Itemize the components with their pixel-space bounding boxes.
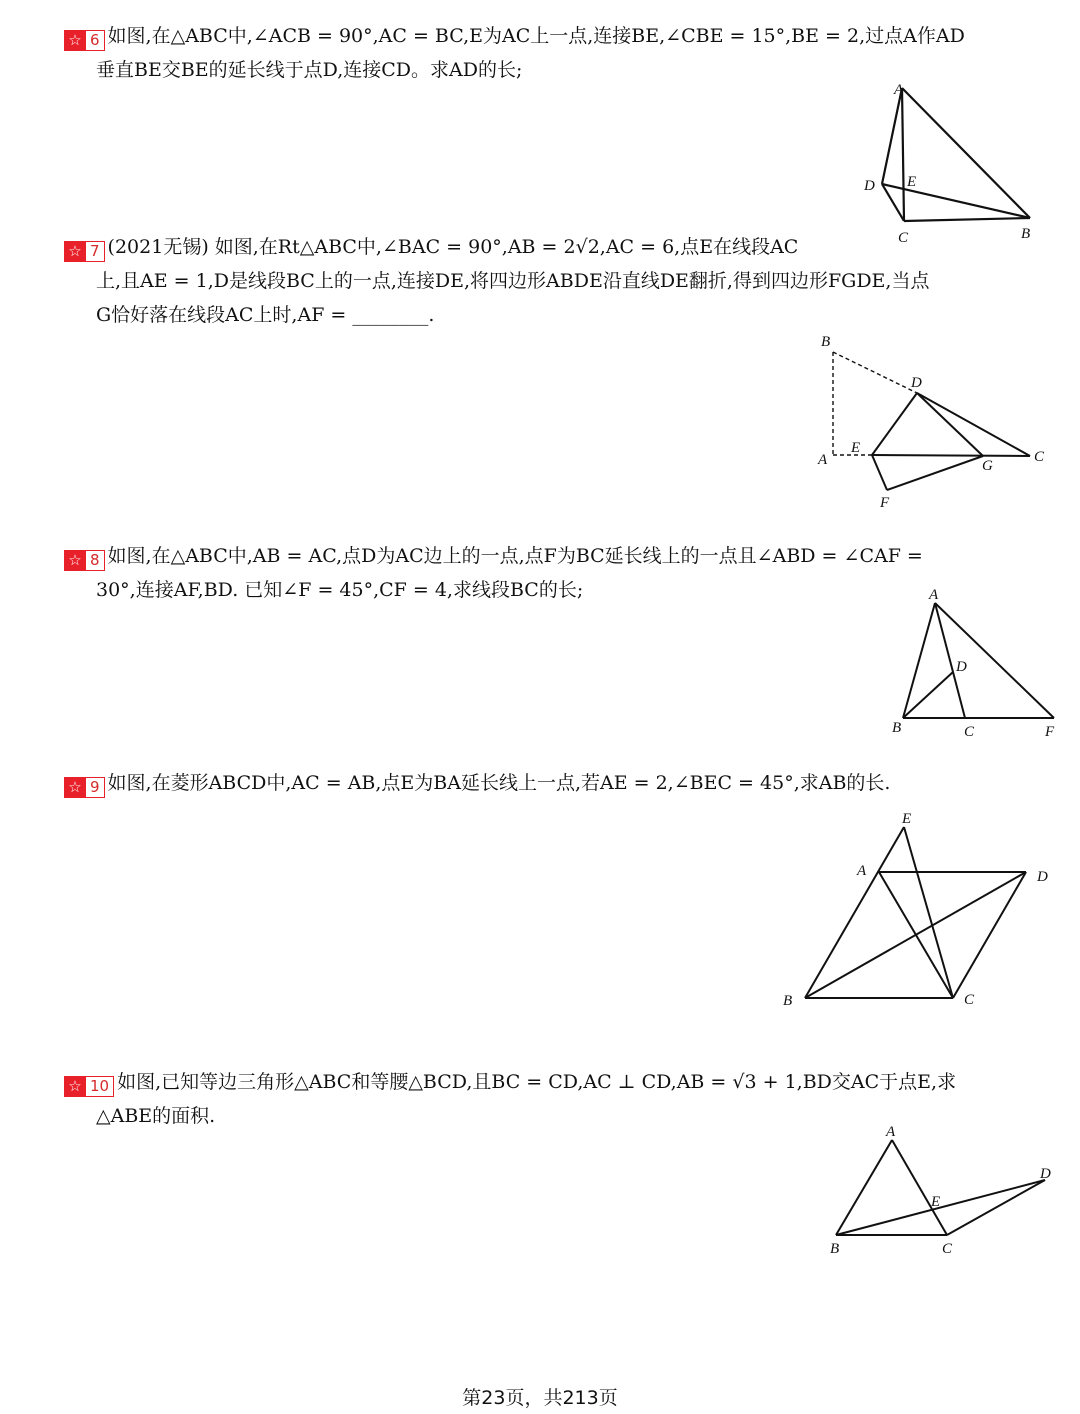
problem-number-badge: ☆ 6 <box>64 30 105 51</box>
problem-9-figure <box>775 805 1065 1015</box>
problem-8-line1: ☆ 8 如图,在△ABC中,AB = AC,点D为AC边上的一点,点F为BC延长线上的一点且∠ABD = ∠CAF = <box>64 539 1064 573</box>
problem-6-line2: 垂直BE交BE的延长线于点D,连接CD。求AD的长; <box>96 59 523 81</box>
segment-AF <box>935 603 1054 718</box>
point-label-D: D <box>1040 1166 1051 1182</box>
point-label-A: A <box>818 452 828 468</box>
point-label-D: D <box>911 375 922 391</box>
point-label-E: E <box>851 440 861 456</box>
segment-AD <box>882 88 902 184</box>
page-footer: 第23页，共213页 <box>462 1387 618 1409</box>
segment-CB <box>904 218 1030 221</box>
problem-6-line1: ☆ 6 如图,在△ABC中,∠ACB = 90°,AC = BC,E为AC上一点,连接BE,∠CBE = 15°,BE = 2,过点A作AD <box>64 19 1064 53</box>
point-label-D: D <box>1037 869 1048 885</box>
segment-EF <box>872 455 887 490</box>
problem-8-figure <box>885 585 1065 740</box>
segment-FG <box>887 456 983 490</box>
point-label-C: C <box>964 724 975 740</box>
problem-number-badge: ☆ 9 <box>64 777 105 798</box>
segment-BD <box>836 1180 1045 1235</box>
point-label-D: D <box>864 178 875 194</box>
problem-7-line3: G恰好落在线段AC上时,AF = ________. <box>96 304 435 326</box>
segment-AC <box>892 1140 947 1235</box>
problem-9-line1: ☆ 9 如图,在菱形ABCD中,AC = AB,点E为BA延长线上一点,若AE = 2,∠BEC = 45°,求AB的长. <box>64 766 1064 800</box>
segment-BD <box>805 872 1026 998</box>
star-icon: ☆ <box>64 241 86 262</box>
problem-10-figure <box>820 1120 1065 1260</box>
problem-number-badge: ☆ 7 <box>64 241 105 262</box>
segment-EC <box>872 455 1030 456</box>
point-label-A: A <box>894 82 904 98</box>
problem-10-line1: ☆ 10 如图,已知等边三角形△ABC和等腰△BCD,且BC = CD,AC ⊥ CD,AB = √3 + 1,BD交AC于点E,求 <box>64 1065 1064 1099</box>
point-label-B: B <box>783 993 793 1009</box>
point-label-B: B <box>830 1241 840 1257</box>
problem-10-line2: △ABE的面积. <box>96 1105 216 1127</box>
point-label-A: A <box>857 863 867 879</box>
point-label-C: C <box>1034 449 1045 465</box>
point-label-E: E <box>931 1194 941 1210</box>
segment-AC <box>902 88 904 221</box>
point-label-G: G <box>982 458 993 474</box>
problem-6-figure <box>860 80 1050 250</box>
point-label-B: B <box>821 334 831 350</box>
problem-7-figure <box>815 330 1055 515</box>
problem-9 <box>64 766 1064 800</box>
point-label-E: E <box>902 811 912 827</box>
point-label-C: C <box>942 1241 953 1257</box>
star-icon: ☆ <box>64 550 86 571</box>
segment-DC <box>882 184 904 221</box>
problem-7-line2: 上,且AE = 1,D是线段BC上的一点,连接DE,将四边形ABDE沿直线DE翻折,得到四边形FGDE,当点 <box>96 270 930 292</box>
problem-number-badge: ☆ 10 <box>64 1076 114 1097</box>
problem-number-badge: ☆ 8 <box>64 550 105 571</box>
segment-DE <box>872 393 917 455</box>
point-label-A: A <box>929 587 939 603</box>
point-label-C: C <box>898 230 909 246</box>
star-icon: ☆ <box>64 777 86 798</box>
segment-DC <box>953 872 1026 998</box>
segment-CD <box>947 1180 1045 1235</box>
star-icon: ☆ <box>64 30 86 51</box>
point-label-C: C <box>964 992 975 1008</box>
point-label-E: E <box>907 174 917 190</box>
segment-BD-dashed <box>833 352 917 393</box>
segment-BE <box>805 827 904 998</box>
segment-BD <box>903 672 953 718</box>
point-label-B: B <box>1021 226 1031 242</box>
point-label-A: A <box>886 1124 896 1140</box>
segment-AB <box>903 603 935 718</box>
problem-7-line1: ☆ 7 (2021无锡) 如图,在Rt△ABC中,∠BAC = 90°,AB = 2√2,AC = 6,点E在线段AC <box>64 230 1064 264</box>
problem-7 <box>64 230 1064 332</box>
problem-8-line2: 30°,连接AF,BD. 已知∠F = 45°,CF = 4,求线段BC的长; <box>96 579 584 601</box>
star-icon: ☆ <box>64 1076 86 1097</box>
segment-AB <box>902 88 1030 218</box>
point-label-F: F <box>1045 724 1055 740</box>
point-label-B: B <box>892 720 902 736</box>
point-label-D: D <box>956 659 967 675</box>
segment-EC <box>904 827 953 998</box>
problem-6 <box>64 19 1064 87</box>
point-label-F: F <box>880 495 890 511</box>
segment-AB <box>836 1140 892 1235</box>
